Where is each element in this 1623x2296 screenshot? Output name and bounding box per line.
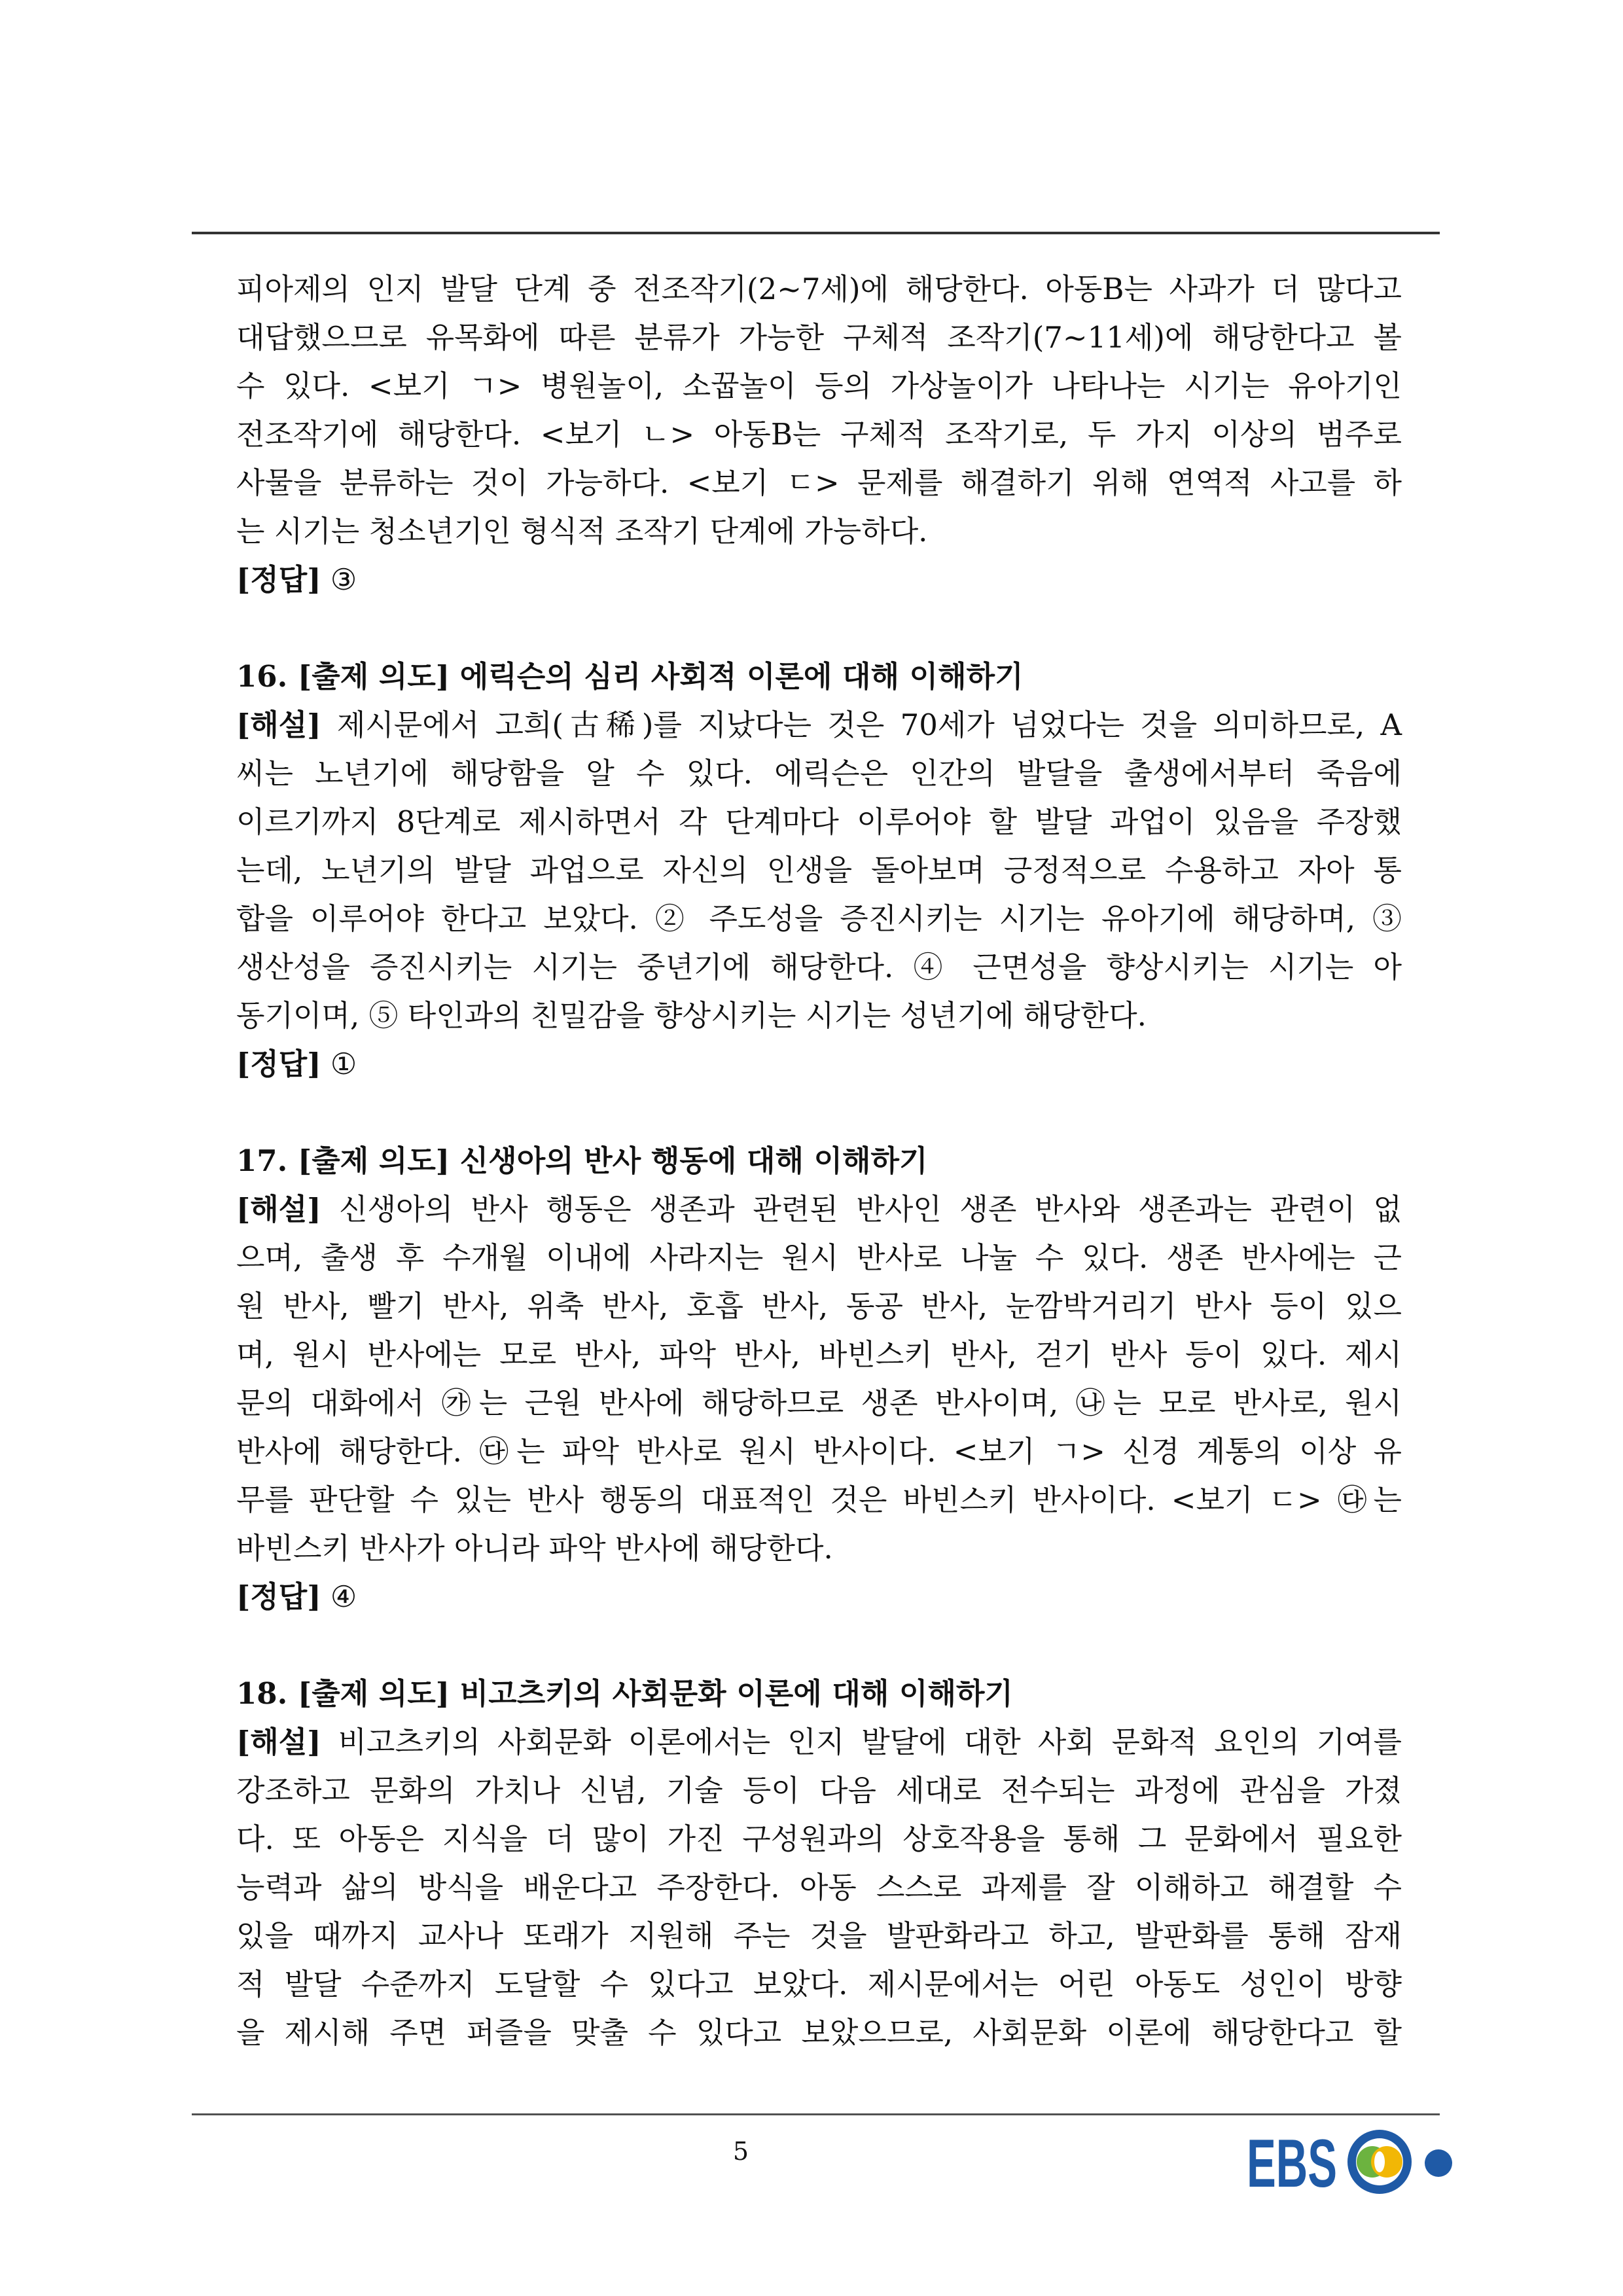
page-number: 5 (732, 2137, 749, 2166)
header-rule (192, 232, 1440, 234)
explanation-line: 씨는 노년기에 해당함을 알 수 있다. 에릭슨은 인간의 발달을 출생에서부터 죽음에 (236, 756, 1402, 791)
answer-line (236, 556, 1402, 604)
ebs-logo-dot-icon (1425, 2149, 1452, 2177)
explanation-line: 다. 또 아동은 지식을 더 많이 가진 구성원과의 상호작용을 통해 그 문화에서 필요한 (236, 1821, 1402, 1856)
question-16 (236, 653, 1402, 1088)
explanation-line: 며, 원시 반사에는 모로 반사, 파악 반사, 바빈스키 반사, 걷기 반사 등이 있다. 제시 (236, 1337, 1402, 1372)
answer-line (236, 1573, 1402, 1621)
explanation-line: 이르기까지 8단계로 제시하면서 각 단계마다 이루어야 할 발달 과업이 있음을 주장했 (236, 804, 1402, 839)
explanation-line: 생산성을 증진시키는 시기는 중년기에 해당한다. ④ 근면성을 향상시키는 시기는 아 (236, 950, 1402, 984)
section-title: 18. [출제 의도] 비고츠키의 사회문화 이론에 대해 이해하기 (236, 1676, 1013, 1711)
intro-explanation (236, 265, 1402, 556)
ebs-logo-wordmark: EBS (1247, 2129, 1337, 2195)
answer-label: [정답] (236, 562, 321, 597)
explanation-line: 수 있다. <보기 ㄱ> 병원놀이, 소꿉놀이 등의 가상놀이가 나타나는 시기는 유아기인 (236, 368, 1402, 403)
question-18 (236, 1670, 1402, 2057)
logo-center-highlight (1374, 2151, 1385, 2172)
explanation-line (236, 1185, 1402, 1234)
explanation-line: 사물을 분류하는 것이 가능하다. <보기 ㄷ> 문제를 해결하기 위해 연역적 사고를 하 (236, 465, 1402, 500)
answer-line (236, 1040, 1402, 1088)
answer-value: ③ (330, 562, 357, 597)
explanation-text: 제시문에서 고희(古稀)를 지났다는 것은 70세가 넘었다는 것을 의미하므로, A (336, 708, 1402, 742)
explanation-line: 강조하고 문화의 가치나 신념, 기술 등이 다음 세대로 전수되는 과정에 관심을 가졌 (236, 1773, 1402, 1808)
explanation-line: 동기이며, ⑤ 타인과의 친밀감을 향상시키는 시기는 성년기에 해당한다. (236, 998, 1147, 1033)
explanation-line: 피아제의 인지 발달 단계 중 전조작기(2~7세)에 해당한다. 아동B는 사과가 더 많다고 (236, 272, 1402, 306)
explanation-line: 대답했으므로 유목화에 따른 분류가 가능한 구체적 조작기(7~11세)에 해당한다고 볼 (236, 320, 1402, 355)
explanation-line: 으며, 출생 후 수개월 이내에 사라지는 원시 반사로 나눌 수 있다. 생존 반사에는 근 (236, 1240, 1402, 1275)
explanation-line: 적 발달 수준까지 도달할 수 있다고 보았다. 제시문에서는 어린 아동도 성인이 방향 (236, 1967, 1402, 2001)
footer-rule (192, 2113, 1440, 2115)
document-body (236, 265, 1402, 2057)
explanation-line: 바빈스키 반사가 아니라 파악 반사에 해당한다. (236, 1531, 833, 1566)
explanation-text: 비고츠키의 사회문화 이론에서는 인지 발달에 대한 사회 문화적 요인의 기여를 (338, 1725, 1402, 1759)
explanation-line (236, 701, 1402, 749)
explanation-line (236, 1718, 1402, 1767)
explanation-line: 반사에 해당한다. ㉰는 파악 반사로 원시 반사이다. <보기 ㄱ> 신경 계통의 이상 유 (236, 1434, 1402, 1469)
answer-label: [정답] (236, 1047, 321, 1081)
explanation-line: 문의 대화에서 ㉮는 근원 반사에 해당하므로 생존 반사이며, ㉯는 모로 반사로, 원시 (236, 1386, 1402, 1420)
ebs-logo (1243, 2129, 1459, 2195)
explanation-label: [해설] (236, 708, 321, 742)
ebs-circles-logo-icon (1347, 2130, 1412, 2194)
section-title: 17. [출제 의도] 신생아의 반사 행동에 대해 이해하기 (236, 1143, 928, 1178)
explanation-line: 원 반사, 빨기 반사, 위축 반사, 호흡 반사, 동공 반사, 눈깜박거리기 반사 등이 있으 (236, 1289, 1402, 1323)
explanation-line: 을 제시해 주면 퍼즐을 맞출 수 있다고 보았으므로, 사회문화 이론에 해당한다고 할 (236, 2015, 1402, 2050)
explanation-line: 무를 판단할 수 있는 반사 행동의 대표적인 것은 바빈스키 반사이다. <보기 ㄷ> ㉰는 (236, 1482, 1402, 1517)
explanation-line: 합을 이루어야 한다고 보았다. ② 주도성을 증진시키는 시기는 유아기에 해당하며, ③ (236, 901, 1402, 936)
explanation-line: 능력과 삶의 방식을 배운다고 주장한다. 아동 스스로 과제를 잘 이해하고 해결할 수 (236, 1870, 1402, 1905)
question-17 (236, 1137, 1402, 1621)
explanation-line: 있을 때까지 교사나 또래가 지원해 주는 것을 발판화라고 하고, 발판화를 통해 잠재 (236, 1918, 1402, 1953)
answer-value: ④ (330, 1579, 357, 1614)
explanation-label: [해설] (236, 1192, 321, 1227)
explanation-text: 신생아의 반사 행동은 생존과 관련된 반사인 생존 반사와 생존과는 관련이 없 (339, 1192, 1402, 1227)
answer-label: [정답] (236, 1579, 321, 1614)
explanation-line: 는데, 노년기의 발달 과업으로 자신의 인생을 돌아보며 긍정적으로 수용하고 자아 통 (236, 853, 1402, 888)
explanation-label: [해설] (236, 1725, 321, 1759)
answer-value: ① (330, 1047, 357, 1081)
section-title: 16. [출제 의도] 에릭슨의 심리 사회적 이론에 대해 이해하기 (236, 659, 1024, 694)
explanation-line: 는 시기는 청소년기인 형식적 조작기 단계에 가능하다. (236, 514, 928, 548)
explanation-line: 전조작기에 해당한다. <보기 ㄴ> 아동B는 구체적 조작기로, 두 가지 이상의 범주로 (236, 417, 1402, 452)
